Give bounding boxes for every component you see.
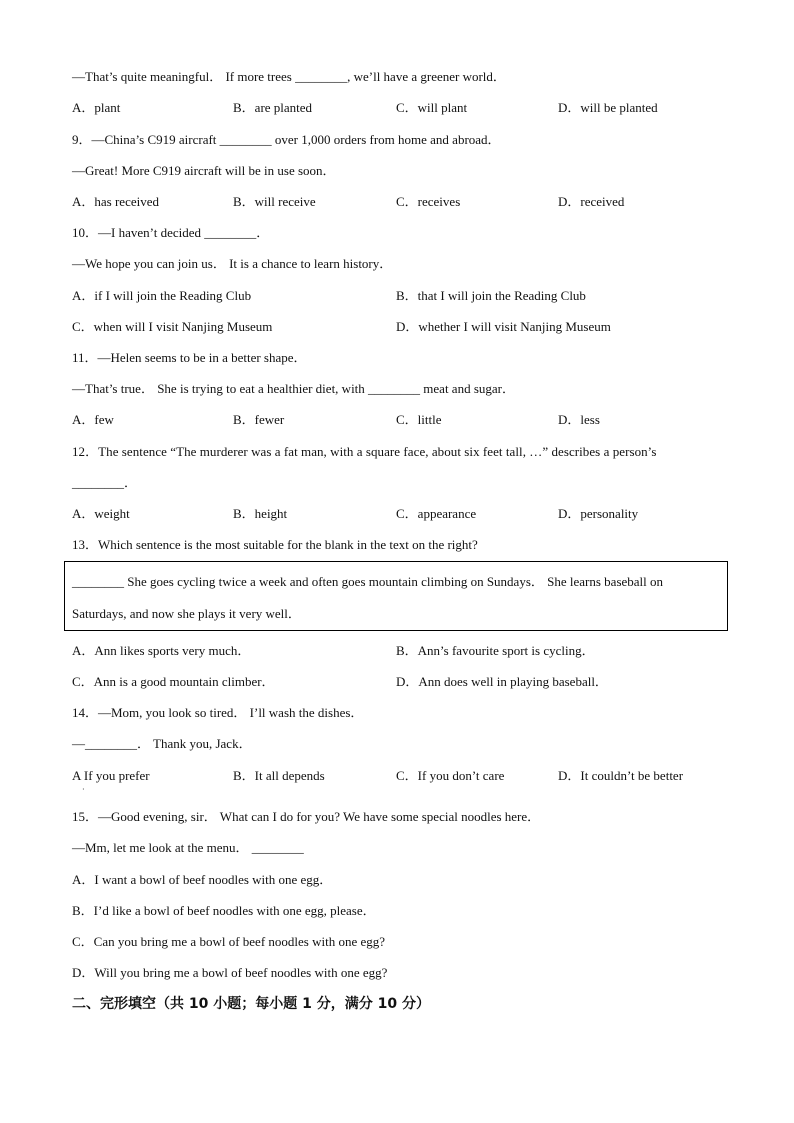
q12-option-c[interactable]: C．appearance	[396, 506, 477, 521]
q9-option-d[interactable]: D．received	[558, 194, 625, 209]
q15-stem: 15．—Good evening, sir． What can I do for you? We have some special noodles here．	[72, 809, 541, 824]
q8-option-b[interactable]: B．are planted	[233, 100, 313, 115]
q12-stem: 12．The sentence “The murderer was a fat man, with a square face, about six feet tall, …” describes a person’s	[72, 444, 657, 459]
section-2-heading: 二、完形填空（共 10 小题；每小题 1 分，满分 10 分）	[72, 996, 430, 1012]
q9-stem: 9．—China’s C919 aircraft ________ over 1,000 orders from home and abroad．	[72, 132, 501, 147]
q11-option-c[interactable]: C．little	[396, 412, 442, 427]
q14-reply: —________． Thank you, Jack．	[72, 736, 252, 751]
q11-stem: 11．—Helen seems to be in a better shape．	[72, 350, 307, 365]
q12-option-a[interactable]: A．weight	[72, 506, 130, 521]
q10-stem: 10．—I haven’t decided ________．	[72, 225, 270, 240]
q9-option-a[interactable]: A．has received	[72, 194, 159, 209]
q14-option-d[interactable]: D．It couldn’t be better	[558, 768, 684, 783]
q8-option-d[interactable]: D．will be planted	[558, 100, 658, 115]
q14-option-a[interactable]: A If you prefer	[72, 768, 150, 783]
q14-stem: 14．—Mom, you look so tired． I’ll wash the dishes．	[72, 705, 364, 720]
q13-stem: 13．Which sentence is the most suitable for the blank in the text on the right?	[72, 537, 478, 552]
q8-option-c[interactable]: C．will plant	[396, 100, 468, 115]
q13-option-a[interactable]: A．Ann likes sports very much．	[72, 643, 251, 658]
q9-option-b[interactable]: B．will receive	[233, 194, 316, 209]
q13-option-c[interactable]: C．Ann is a good mountain climber．	[72, 674, 275, 689]
q8-option-a[interactable]: A．plant	[72, 100, 121, 115]
q10-option-d[interactable]: D．whether I will visit Nanjing Museum	[396, 319, 611, 334]
q13-box-line-1: ________ She goes cycling twice a week and often goes mountain climbing on Sundays． She learns baseball on	[72, 574, 664, 589]
q15-option-b[interactable]: B．I’d like a bowl of beef noodles with one egg, please．	[72, 903, 376, 918]
q13-option-b[interactable]: B．Ann’s favourite sport is cycling．	[396, 643, 595, 658]
q11-option-b[interactable]: B．fewer	[233, 412, 285, 427]
q11-option-d[interactable]: D．less	[558, 412, 600, 427]
q13-option-d[interactable]: D．Ann does well in playing baseball．	[396, 674, 608, 689]
q9-option-c[interactable]: C．receives	[396, 194, 461, 209]
q14-option-b[interactable]: B．It all depends	[233, 768, 325, 783]
q8-reply: —That’s quite meaningful． If more trees ________, we’ll have a greener world．	[72, 69, 506, 84]
q11-option-a[interactable]: A．few	[72, 412, 114, 427]
q13-box-line-2: Saturdays, and now she plays it very well．	[72, 606, 301, 621]
q10-option-c[interactable]: C．when will I visit Nanjing Museum	[72, 319, 273, 334]
q15-option-d[interactable]: D．Will you bring me a bowl of beef noodles with one egg?	[72, 965, 388, 980]
q10-reply: —We hope you can join us． It is a chance to learn history．	[72, 256, 393, 271]
q14-option-c[interactable]: C．If you don’t care	[396, 768, 505, 783]
q12-option-b[interactable]: B．height	[233, 506, 288, 521]
stray-mark: ·	[82, 785, 85, 794]
q15-option-a[interactable]: A．I want a bowl of beef noodles with one egg．	[72, 872, 333, 887]
q9-reply: —Great! More C919 aircraft will be in use soon．	[72, 163, 336, 178]
q13-text-box	[64, 561, 728, 631]
q12-blank: ________．	[72, 475, 138, 490]
q10-option-b[interactable]: B．that I will join the Reading Club	[396, 288, 586, 303]
q11-reply: —That’s true． She is trying to eat a healthier diet, with ________ meat and sugar．	[72, 381, 515, 396]
q10-option-a[interactable]: A．if I will join the Reading Club	[72, 288, 252, 303]
q15-option-c[interactable]: C．Can you bring me a bowl of beef noodles with one egg?	[72, 934, 386, 949]
q12-option-d[interactable]: D．personality	[558, 506, 639, 521]
q15-reply: —Mm, let me look at the menu． ________	[72, 840, 304, 855]
